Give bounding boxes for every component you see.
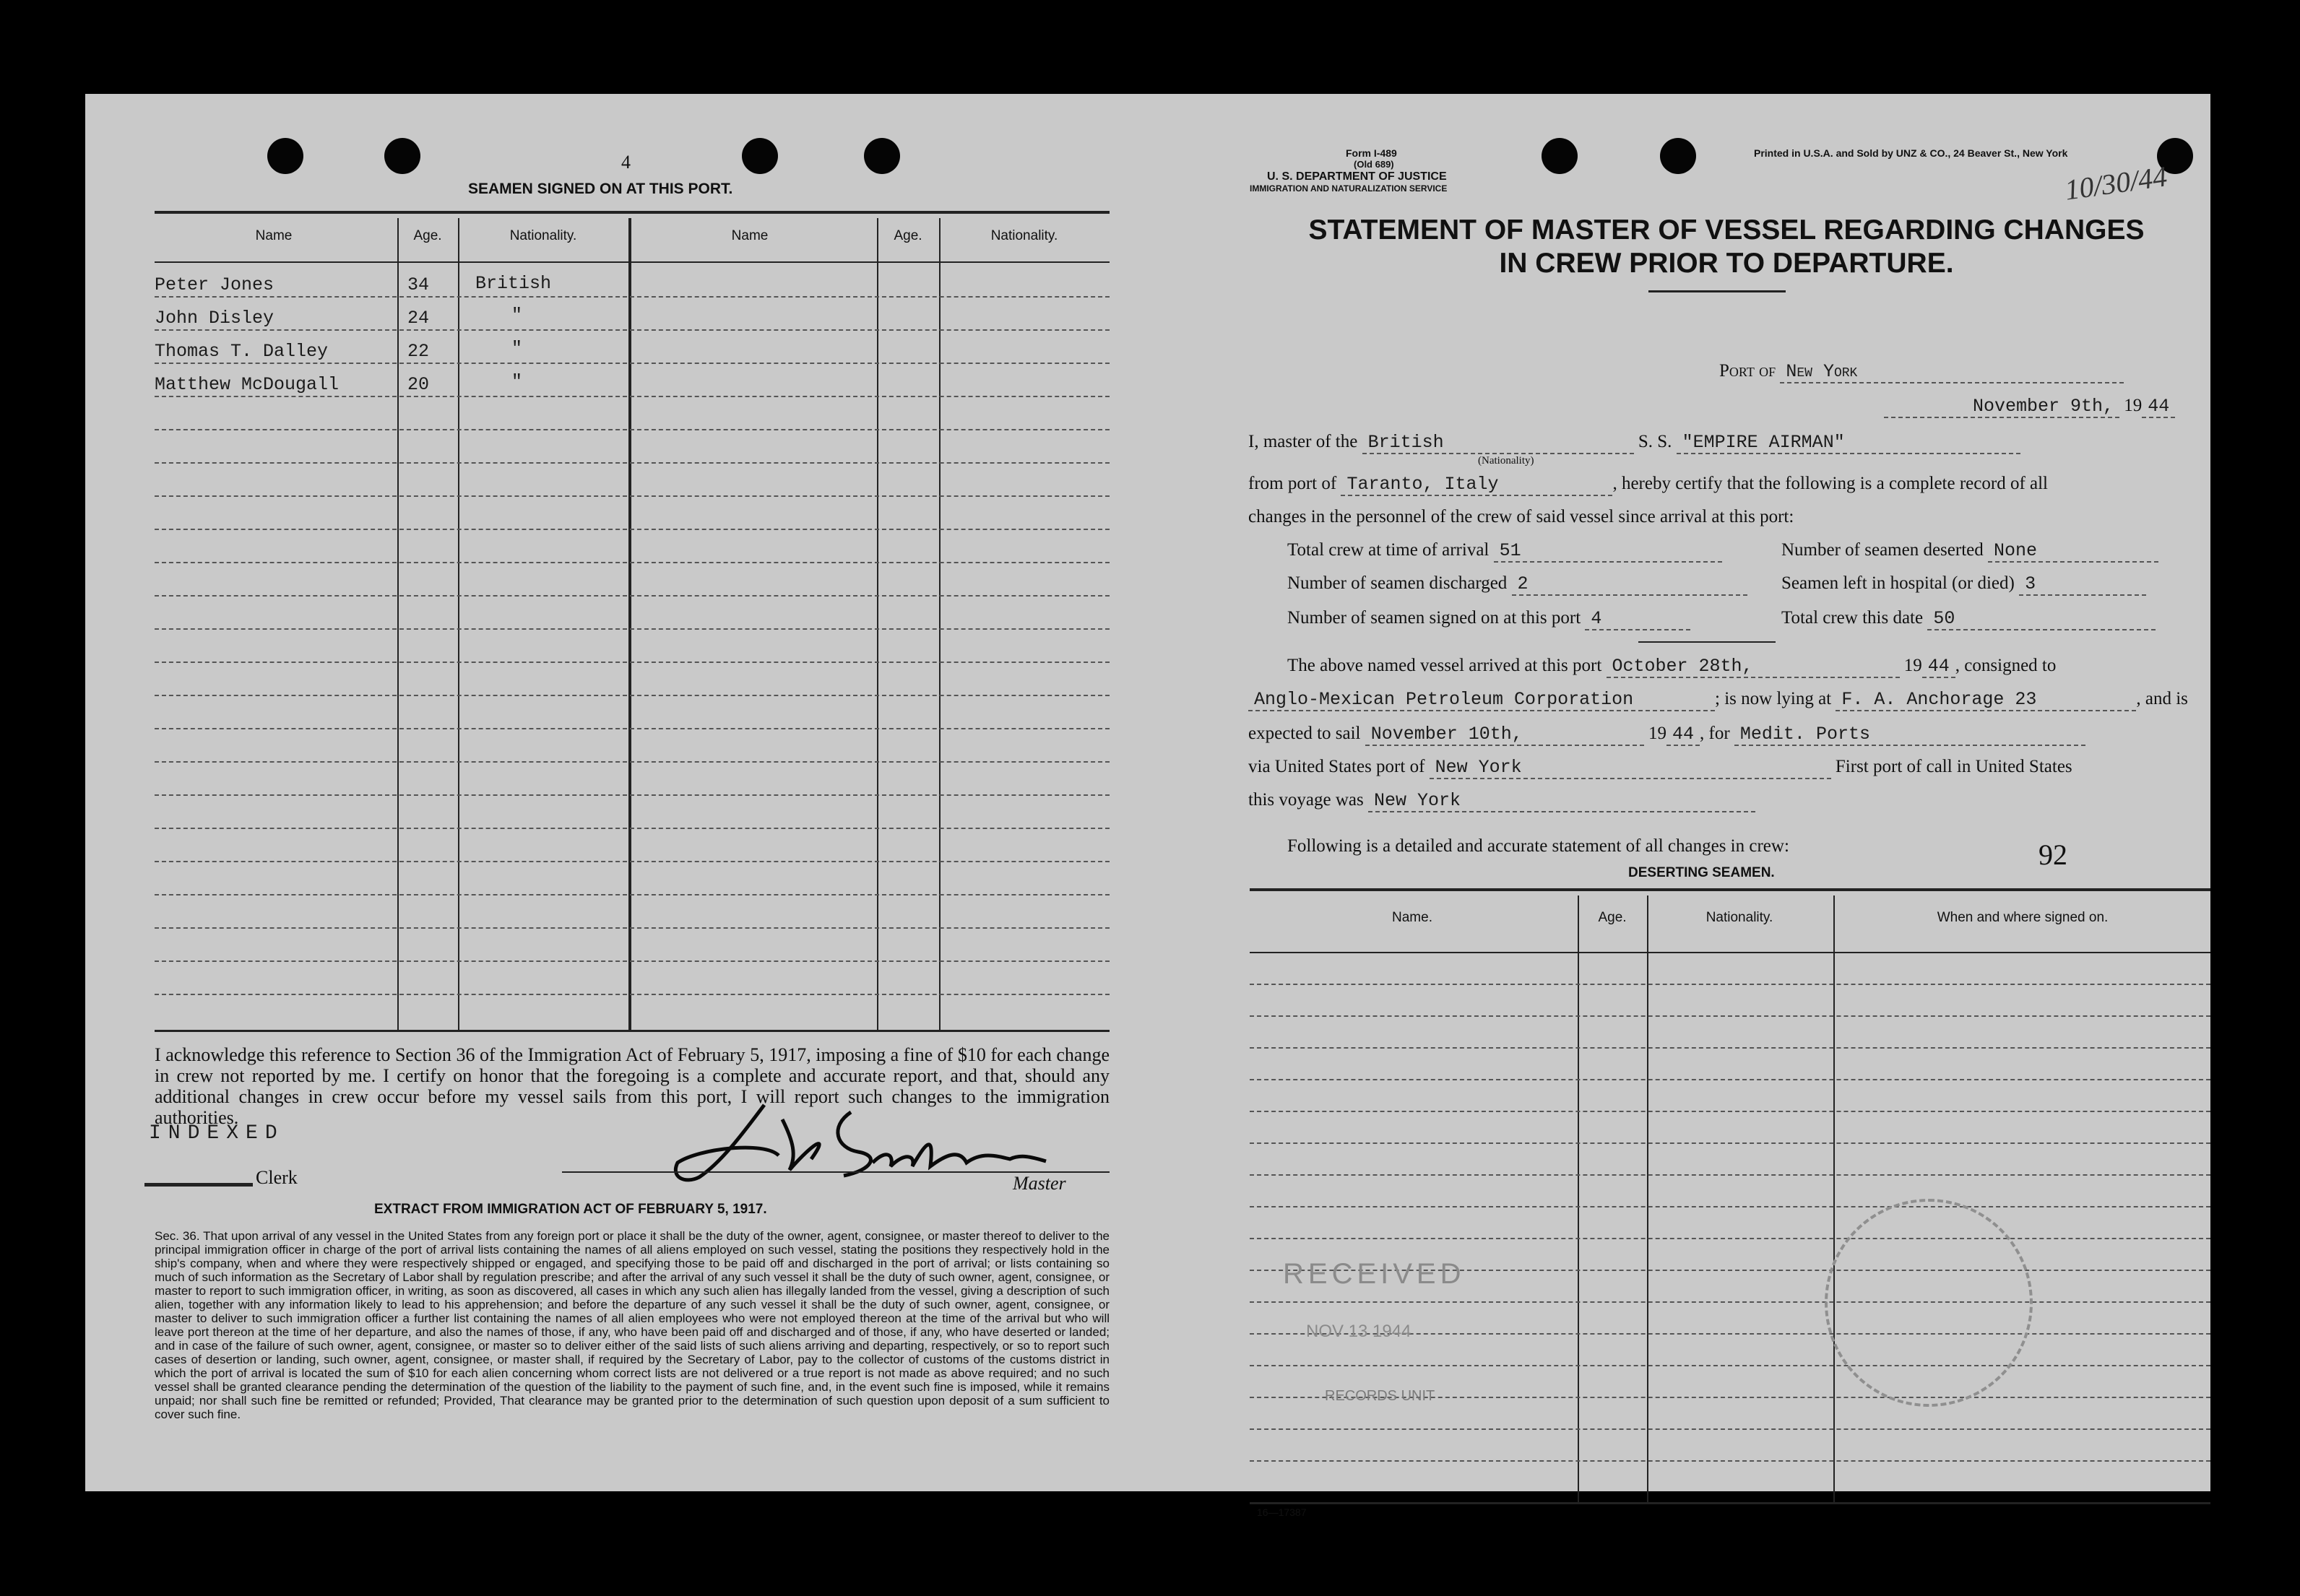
expected-year-value: 44 [1666, 724, 1700, 746]
expected-value: November 10th, [1365, 724, 1644, 746]
table-bottom-rule [155, 1030, 1110, 1032]
and-is-label: , and is [2136, 689, 2188, 708]
consignee-value: Anglo-Mexican Petroleum Corporation [1248, 689, 1715, 711]
col-header-age: Age. [894, 228, 922, 243]
voyage-label: this voyage was [1248, 790, 1364, 810]
page-number: 4 [621, 152, 631, 173]
seaman-name: John Disley [155, 308, 274, 329]
via-value: New York [1430, 757, 1831, 779]
punch-hole [1542, 138, 1578, 174]
col-header-name: Name [255, 228, 293, 243]
seaman-age: 20 [407, 374, 430, 395]
deserted-label: Number of seamen deserted [1781, 540, 1984, 560]
table-column-rule [1833, 895, 1835, 1502]
col-header-age: Age. [413, 228, 442, 243]
table-row [155, 374, 339, 395]
total-crew-arrival-field [1287, 540, 1722, 563]
punch-hole [864, 138, 900, 174]
footer-code: 16—17387 [1257, 1506, 1307, 1518]
form-title [1241, 214, 2212, 280]
master-of-label: I, master of the [1248, 432, 1358, 451]
signed-on-value: 4 [1585, 608, 1690, 630]
arrived-year-value: 44 [1922, 656, 1955, 678]
expected-label: expected to sail [1248, 724, 1361, 743]
seaman-nationality: " [511, 305, 523, 326]
col-header-age: Age. [1598, 910, 1627, 925]
deserting-table-bottom [1250, 1502, 2210, 1504]
seaman-age: 24 [407, 308, 430, 329]
circular-stamp [1825, 1199, 2033, 1407]
table-column-rule [1578, 895, 1579, 1502]
table-column-rule [877, 218, 878, 1030]
table-row [155, 274, 274, 295]
destination-value: Medit. Ports [1734, 724, 2085, 746]
arrived-label: The above named vessel arrived at this port [1287, 656, 1602, 675]
voyage-field [1248, 790, 1755, 812]
table-row [155, 308, 274, 329]
counts-rule [1638, 641, 1776, 643]
from-port-value: Taranto, Italy [1341, 474, 1612, 496]
deserted-value: None [1988, 540, 2158, 563]
form-old-number: (Old 689) [1354, 159, 1394, 170]
deserting-header-rule [1250, 952, 2210, 953]
lying-label: ; is now lying at [1715, 689, 1832, 708]
deserting-table-top [1250, 888, 2210, 891]
deserted-field [1781, 540, 2158, 563]
signed-on-label: Number of seamen signed on at this port [1287, 608, 1581, 628]
master-of-field [1248, 432, 2020, 454]
from-port-field [1248, 474, 2048, 496]
master-label: Master [1013, 1173, 1066, 1194]
table-row [155, 341, 328, 362]
consigned-label: , consigned to [1955, 656, 2057, 675]
page-mark: 92 [2039, 838, 2067, 871]
nationality-caption: (Nationality) [1478, 455, 1534, 467]
date-field [1884, 396, 2175, 418]
table-column-rule [628, 218, 631, 1030]
discharged-label: Number of seamen discharged [1287, 573, 1508, 593]
voyage-value: New York [1368, 790, 1755, 812]
extract-title: EXTRACT FROM IMMIGRATION ACT OF FEBRUARY 5, 1917. [374, 1202, 767, 1217]
total-crew-date-label: Total crew this date [1781, 608, 1924, 628]
title-line-1: STATEMENT OF MASTER OF VESSEL REGARDING CHANGES [1308, 214, 2145, 246]
expected-field: expected to sail November 10th, 19 44 , for Medit. Ports [1248, 724, 2085, 746]
lying-value: F. A. Anchorage 23 [1836, 689, 2136, 711]
total-crew-arrival-label: Total crew at time of arrival [1287, 540, 1490, 560]
port-field [1719, 361, 2124, 383]
from-port-label: from port of [1248, 474, 1337, 493]
table-column-rule [1647, 895, 1648, 1502]
port-label: Port of [1719, 361, 1776, 381]
title-underline [1648, 290, 1786, 292]
total-crew-arrival-value: 51 [1494, 540, 1722, 563]
col-header-nationality: Nationality. [990, 228, 1058, 243]
total-crew-date-value: 50 [1927, 608, 2156, 630]
changes-text: changes in the personnel of the crew of said vessel since arrival at this port: [1248, 507, 1794, 526]
port-value: New York [1780, 361, 2124, 383]
hospital-value: 3 [2019, 573, 2146, 596]
for-label: , for [1700, 724, 1730, 743]
arrived-field: The above named vessel arrived at this port October 28th, 19 44 , consigned to [1287, 656, 2057, 677]
extract-text: Sec. 36. That upon arrival of any vessel in the United States from any foreign port or place it shall be the duty of the owner, agent, consignee, or master thereof to deliver to the principal immigration officer in charge of the port of arrival lists containing the names of all aliens employed on such vessel, stating the positions they respectively hold in the ship's company, when and where they were respectively shipped or engaged, and specifying those to be paid off and discharged in the port of arrival; or lists containing so much of such information as the Secretary of Labor shall by regulation prescribe; and after the arrival of any such vessel it shall be the duty of such owner, agent, consignee, or master to report to such immigration officer, in writing, as soon as discovered, all cases in which any such alien has illegally landed from the vessel, giving a description of such alien, together with any information likely to lead to his apprehension; and before the departure of any such vessel it shall be the duty of such owner, agent, consignee, or master to deliver to such immigration officer a further list containing the names of all alien employees who were not employed thereon at the time of the arrival but who will leave port thereon at the time of her departure, and also the names of those, if any, who have been paid off and discharged and of those, if any, who have deserted or landed; and in case of the failure of such owner, agent, consignee, or master so to deliver either of the said lists of such aliens arriving and departing, respectively, or so to report such cases of desertion or landing, such owner, agent, consignee, or master shall, if required by the Secretary of Labor, pay to the collector of customs of the customs district in which the port of arrival is located the sum of $10 for each alien concerning whom correct lists are not delivered or a true report is not made as above required; and no such vessel shall be granted clearance pending the determination of the question of the liability to the payment of such fine, and, in the event such fine is imposed, while it remains unpaid; nor shall such fine be remitted or refunded; Provided, That clearance may be granted prior to the determination of such question upon deposit of a sum sufficient to cover such fine. [155, 1229, 1110, 1421]
col-header-name: Name [731, 228, 769, 243]
department-name: U. S. DEPARTMENT OF JUSTICE [1267, 170, 1447, 183]
col-header-nationality: Nationality. [1705, 910, 1773, 925]
seaman-nationality: " [511, 371, 523, 392]
title-line-2: IN CREW PRIOR TO DEPARTURE. [1499, 248, 1954, 279]
table-rule [155, 211, 1110, 214]
punch-hole [384, 138, 420, 174]
discharged-value: 2 [1512, 573, 1747, 596]
ship-name-value: "EMPIRE AIRMAN" [1677, 432, 2020, 454]
clerk-line [144, 1183, 253, 1187]
hospital-label: Seamen left in hospital (or died) [1781, 573, 2015, 593]
discharged-field [1287, 573, 1747, 596]
following-text: Following is a detailed and accurate statement of all changes in crew: [1287, 836, 1789, 856]
seaman-name: Thomas T. Dalley [155, 341, 329, 362]
acknowledgement-text: I acknowledge this reference to Section 36 of the Immigration Act of February 5, 1917, imposing a fine of $10 for each change in crew not reported by me. I certify on honor that the foregoing is a complete and accurate report, and that, should any additional changes in crew occur before my vessel sails from this port, I will report such changes to the immigration authorities. [155, 1044, 1110, 1128]
seaman-age: 34 [407, 274, 430, 295]
seaman-nationality: British [475, 273, 552, 294]
table-column-rule [397, 218, 399, 1030]
hospital-field [1781, 573, 2146, 596]
punch-hole [742, 138, 778, 174]
clerk-label: Clerk [256, 1167, 298, 1188]
punch-hole [267, 138, 303, 174]
deserting-title: DESERTING SEAMEN. [1628, 865, 1775, 880]
via-label: via United States port of [1248, 757, 1425, 776]
printer-note: Printed in U.S.A. and Sold by UNZ & CO., 24 Beaver St., New York [1754, 147, 2068, 159]
section-title: SEAMEN SIGNED ON AT THIS PORT. [468, 181, 733, 197]
year-prefix: 19 [2124, 396, 2143, 415]
certify-text: , hereby certify that the following is a complete record of all [1612, 474, 2049, 493]
nationality-value: British [1362, 432, 1634, 454]
arrived-value: October 28th, [1607, 656, 1900, 678]
date-value: November 9th, [1884, 396, 2119, 418]
seaman-age: 22 [407, 341, 430, 362]
table-column-rule [939, 218, 941, 1030]
seaman-nationality: " [511, 338, 523, 359]
seaman-name: Matthew McDougall [155, 374, 340, 395]
received-stamp-date: NOV 13 1944 [1306, 1322, 1411, 1341]
consignee-field [1248, 689, 2188, 711]
handwritten-annotation: 10/30/44 [2062, 160, 2169, 207]
ss-label: S. S. [1638, 432, 1672, 451]
year-value: 44 [2142, 396, 2175, 418]
via-field [1248, 757, 2072, 779]
total-crew-date-field [1781, 608, 2156, 630]
indexed-stamp: INDEXED [149, 1122, 285, 1145]
signed-on-field [1287, 608, 1690, 630]
first-port-label: First port of call in United States [1835, 757, 2072, 776]
col-header-name: Name. [1392, 910, 1432, 925]
received-stamp-unit: RECORDS UNIT [1325, 1388, 1435, 1404]
table-rule [155, 261, 1110, 263]
seaman-name: Peter Jones [155, 274, 274, 295]
form-number: Form I-489 [1346, 147, 1397, 159]
document-sheet [85, 94, 2210, 1518]
col-header-nationality: Nationality. [509, 228, 577, 243]
col-header-signed-on: When and where signed on. [1937, 910, 2109, 925]
table-column-rule [458, 218, 459, 1030]
service-name: IMMIGRATION AND NATURALIZATION SERVICE [1250, 183, 1448, 194]
received-stamp: RECEIVED [1283, 1258, 1466, 1290]
punch-hole [1660, 138, 1696, 174]
